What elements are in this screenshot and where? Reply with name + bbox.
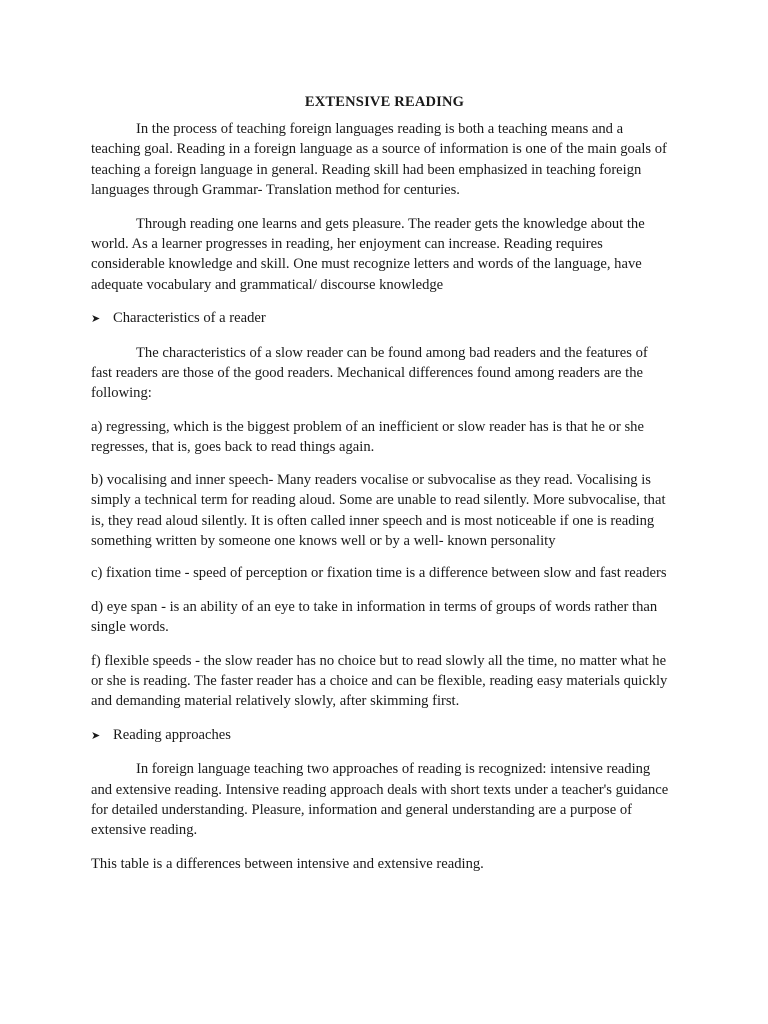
list-item-eye-span: d) eye span - is an ability of an eye to take in information in terms of groups of words rather than single words. [91,598,658,636]
list-item-regressing: a) regressing, which is the biggest problem of an inefficient or slow reader has is that he or she regresses, that is, goes back to read things again. [91,418,644,456]
bullet-characteristics [91,308,672,329]
bullet-approaches-label: Reading approaches [113,726,231,743]
list-item-fixation: c) fixation time - speed of perception or fixation time is a difference between slow and fast readers [91,565,667,582]
bullet-characteristics-label: Characteristics of a reader [113,310,266,327]
paragraph-approaches: In foreign language teaching two approaches of reading is recognized: intensive reading and extensive reading. Intensive reading approach deals with short texts under a teacher's guidance for detailed understanding. Pleasure, information and general understanding are a purpose of extensive reading. [91,761,669,839]
document-title: EXTENSIVE READING [304,94,465,110]
bullet-approaches [91,725,672,746]
paragraph-table-intro: This table is a differences between intensive and extensive reading. [91,855,484,872]
arrowhead-bullet-icon: ➤ [91,312,101,326]
list-item-vocalising: b) vocalising and inner speech- Many readers vocalise or subvocalise as they read. Vocalising is simply a technical term for reading aloud. Some are unable to read silently. More subvocalise, that is, they read aloud silently. It is often called inner speech and is most noticeable if one is reading something written by someone one knows well or by a well- known personality [91,471,666,549]
paragraph-intro: In the process of teaching foreign languages reading is both a teaching means and a teaching goal. Reading in a foreign language as a source of information is one of the main goals of teaching a foreign language in general. Reading skill had been emphasized in teaching foreign languages through Grammar- Translation method for centuries. [91,121,667,199]
paragraph-characteristics: The characteristics of a slow reader can be found among bad readers and the features of fast readers are those of the good readers. Mechanical differences found among readers are the following: [91,344,648,402]
paragraph-pleasure: Through reading one learns and gets pleasure. The reader gets the knowledge about the world. As a learner progresses in reading, her enjoyment can increase. Reading requires considerable knowledge and skill. One must recognize letters and words of the language, have adequate vocabulary and grammatical/ discourse knowledge [91,215,645,293]
list-item-flexible-speeds: f) flexible speeds - the slow reader has no choice but to read slowly all the time, no matter what he or she is reading. The faster reader has a choice and can be flexible, reading easy materials quickly and demanding material relatively slowly, after skimming first. [91,652,668,710]
arrowhead-bullet-icon: ➤ [91,728,101,742]
